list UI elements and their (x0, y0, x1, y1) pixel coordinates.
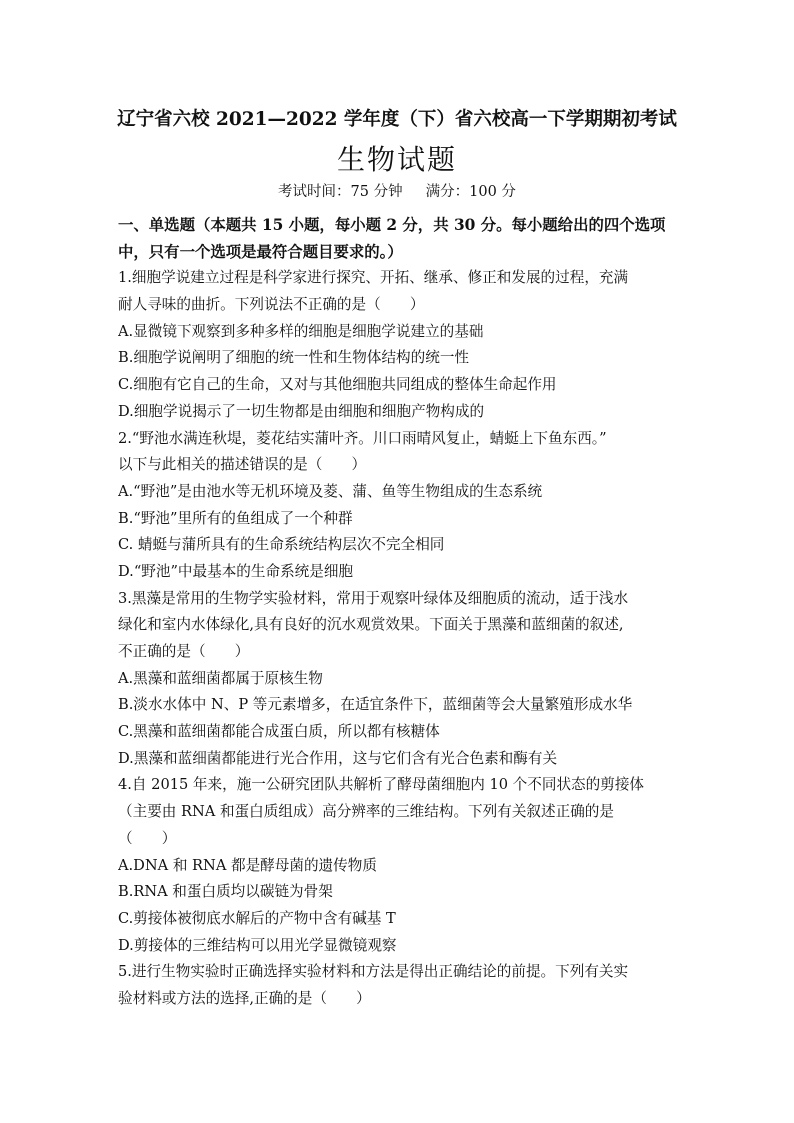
exam-content (118, 212, 680, 1013)
answer-option-a: A.“野池”是由池水等无机环境及菱、蒲、鱼等生物组成的生态系统 (118, 482, 543, 500)
question-stem: 5.进行生物实验时正确选择实验材料和方法是得出正确结论的前提。下列有关实 (118, 963, 629, 981)
question-stem: 耐人寻味的曲折。下列说法不正确的是（ ） (118, 296, 425, 314)
exam-title: 辽宁省六校 2021—2022 学年度（下）省六校高一下学期期初考试 (117, 109, 677, 130)
question-4 (118, 772, 680, 959)
question-stem: 验材料或方法的选择,正确的是（ ） (118, 989, 371, 1007)
answer-option-d: D.细胞学说揭示了一切生物都是由细胞和细胞产物构成的 (118, 402, 485, 420)
question-stem: （主要由 RNA 和蛋白质组成）高分辨率的三维结构。下列有关叙述正确的是 (118, 803, 614, 821)
question-stem: 2.“野池水满连秋堤，菱花结实蒲叶齐。川口雨晴风复止，蜻蜓上下鱼东西。” (118, 429, 607, 447)
question-stem: 4.自 2015 年来，施一公研究团队共解析了酵母菌细胞内 10 个不同状态的剪接体 (118, 776, 645, 794)
question-1 (118, 265, 680, 425)
question-stem: 以下与此相关的描述错误的是（ ） (118, 456, 367, 474)
subject-title: 生物试题 (336, 143, 457, 176)
answer-option-d: D.黑藻和蓝细菌都能进行光合作用，这与它们含有光合色素和酶有关 (118, 749, 558, 767)
question-stem: 1.细胞学说建立过程是科学家进行探究、开拓、继承、修正和发展的过程，充满 (118, 269, 629, 287)
section-heading: 一、单选题（本题共 15 小题，每小题 2 分，共 30 分。每小题给出的四个选项 (118, 216, 666, 234)
question-2 (118, 426, 680, 586)
answer-option-b: B.细胞学说阐明了细胞的统一性和生物体结构的统一性 (118, 349, 470, 367)
answer-option-c: C.黑藻和蓝细菌都能合成蛋白质，所以都有核糖体 (118, 723, 440, 741)
answer-option-a: A.黑藻和蓝细菌都属于原核生物 (118, 669, 323, 687)
answer-option-d: D.“野池”中最基本的生命系统是细胞 (118, 562, 354, 580)
answer-option-c: C.剪接体被彻底水解后的产物中含有碱基 T (118, 909, 396, 927)
answer-option-b: B.“野池”里所有的鱼组成了一个种群 (118, 509, 353, 527)
question-stem: 3.黑藻是常用的生物学实验材料，常用于观察叶绿体及细胞质的流动，适于浅水 (118, 589, 629, 607)
question-stem: （ ） (118, 829, 177, 847)
exam-info: 考试时间：75 分钟 满分：100 分 (278, 184, 516, 200)
question-3 (118, 586, 680, 773)
answer-option-d: D.剪接体的三维结构可以用光学显微镜观察 (118, 936, 397, 954)
section-heading-continued: 中，只有一个选项是最符合题目要求的。） (118, 242, 403, 261)
question-5 (118, 959, 680, 1012)
question-stem: 不正确的是（ ） (118, 643, 250, 660)
answer-option-b: B.RNA 和蛋白质均以碳链为骨架 (118, 883, 333, 901)
answer-option-b: B.淡水水体中 N、P 等元素增多，在适宜条件下，蓝细菌等会大量繁殖形成水华 (118, 696, 633, 714)
question-stem: 绿化和室内水体绿化,具有良好的沉水观赏效果。下面关于黑藻和蓝细菌的叙述, (118, 616, 624, 634)
answer-option-c: C. 蜻蜓与蒲所具有的生命系统结构层次不完全相同 (118, 536, 445, 554)
answer-option-c: C.细胞有它自己的生命，又对与其他细胞共同组成的整体生命起作用 (118, 376, 557, 394)
answer-option-a: A.显微镜下观察到多种多样的细胞是细胞学说建立的基础 (118, 322, 484, 340)
answer-option-a: A.DNA 和 RNA 都是酵母菌的遗传物质 (118, 856, 377, 874)
